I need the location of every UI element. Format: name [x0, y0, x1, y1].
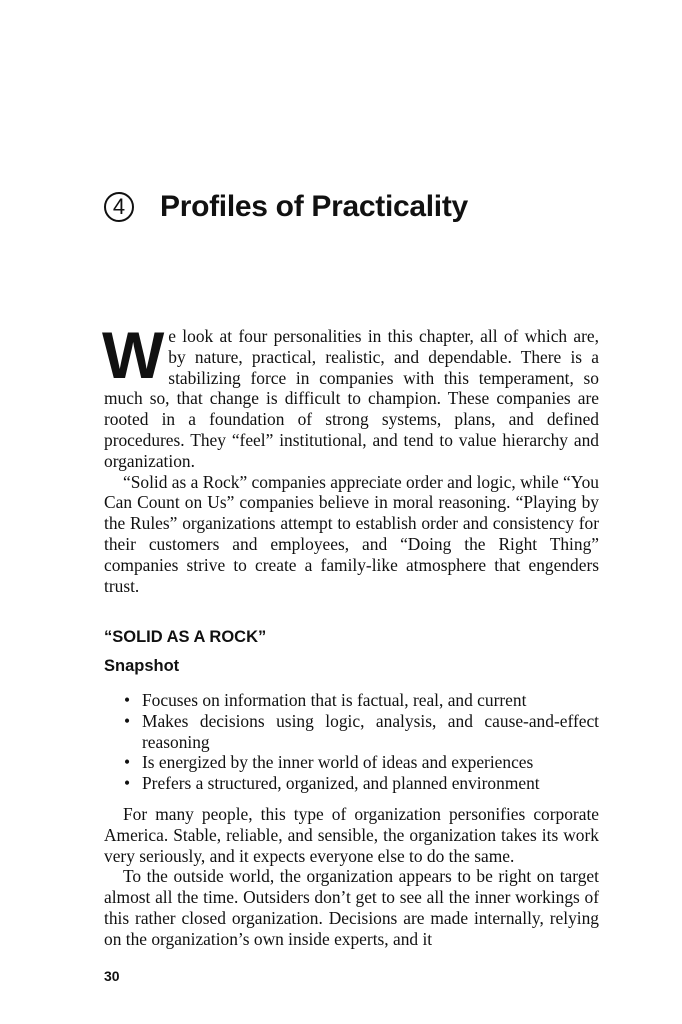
intro-text — [102, 318, 599, 596]
list-item — [124, 690, 599, 711]
section-heading: “SOLID AS A ROCK” — [104, 628, 267, 646]
chapter-number-badge: 4 — [104, 192, 134, 222]
section-body-text — [104, 804, 599, 950]
bullet-icon: • — [124, 710, 131, 731]
list-item-text: Makes decisions using logic, analysis, and cause-and-effect reasoning — [142, 710, 599, 752]
bullet-icon: • — [124, 752, 131, 773]
list-item-text: Prefers a structured, organized, and planned environment — [142, 773, 540, 794]
list-item — [124, 711, 599, 753]
list-item — [124, 773, 599, 794]
list-item — [124, 752, 599, 773]
list-item-text: Is energized by the inner world of ideas and experiences — [142, 752, 534, 773]
drop-cap: W — [102, 318, 163, 392]
intro-paragraph-2: “Solid as a Rock” companies appreciate order and logic, while “You Can Count on Us” companies believe in moral reasoning. “Playing by the Rules” organizations attempt to establish order and consistency for their customers and employees, and “Doing the Right Thing” companies strive to create a family-like atmosphere that engenders trust. — [104, 471, 599, 596]
section-paragraph-1: For many people, this type of organization personifies corporate America. Stable, reliable, and sensible, the organization takes its work very seriously, and it expects everyone else to do the same. — [104, 804, 599, 866]
chapter-header — [104, 190, 468, 224]
bullet-icon: • — [124, 690, 131, 710]
chapter-title: Profiles of Practicality — [160, 190, 468, 223]
list-item-text: Focuses on information that is factual, real, and current — [142, 690, 527, 710]
intro-paragraph-1 — [102, 318, 599, 472]
snapshot-list — [124, 690, 599, 794]
page-number: 30 — [104, 968, 120, 984]
snapshot-heading: Snapshot — [104, 657, 180, 675]
bullet-icon: • — [124, 773, 131, 794]
intro-paragraph-1-text: e look at four personalities in this chapter, all of which are, by nature, practical, realistic, and dependable. There is a stabilizing force in companies with this temperament, so much so, that change is difficult to champion. These companies are rooted in a foundation of strong systems, plans, and defined procedures. They “feel” institutional, and tend to value hierarchy and organization. — [104, 326, 599, 471]
section-paragraph-2: To the outside world, the organization appears to be right on target almost all the time. Outsiders don’t get to see all the inner workings of this rather closed organization. Decisions are made internally, relying on the organization’s own inside experts, and it — [104, 866, 599, 949]
